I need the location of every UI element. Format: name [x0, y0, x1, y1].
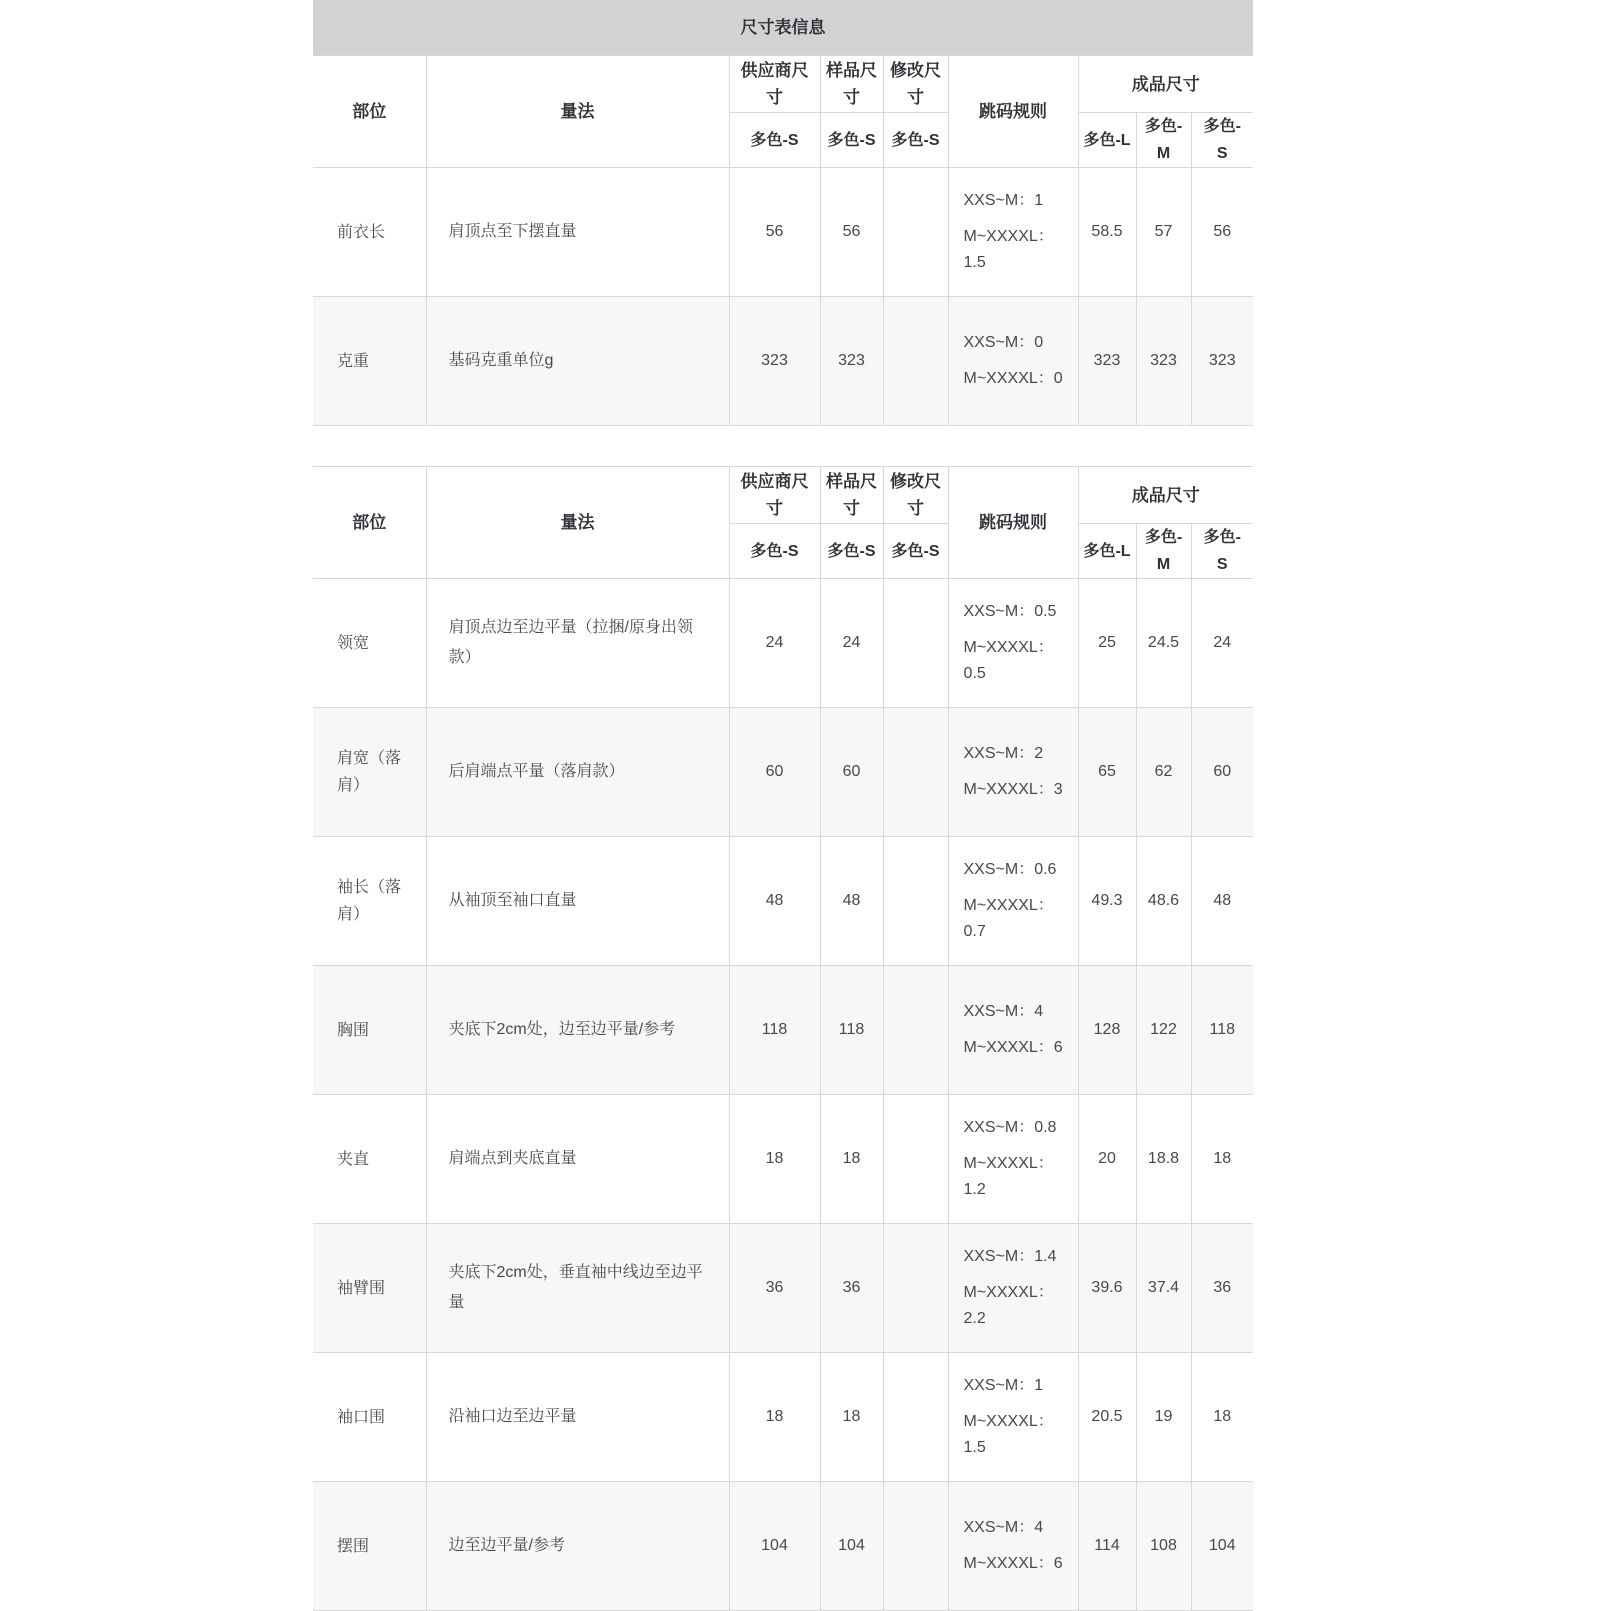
cell-supplier-size: 36	[729, 1224, 820, 1353]
col-header-grading-rule: 跳码规则	[948, 56, 1078, 168]
cell-grading-rule	[948, 168, 1078, 297]
cell-sample-size: 18	[820, 1353, 883, 1482]
cell-grading-rule	[948, 1482, 1078, 1611]
subcol-modify-multicolor-s: 多色-S	[883, 113, 948, 168]
col-header-modify-size: 修改尺寸	[883, 467, 948, 524]
cell-finished-m: 48.6	[1136, 837, 1191, 966]
cell-part: 袖口围	[313, 1353, 426, 1482]
table-row	[313, 1482, 1253, 1611]
subcol-finished-multicolor-l: 多色-L	[1078, 524, 1136, 579]
cell-finished-l: 65	[1078, 708, 1136, 837]
cell-finished-s: 24	[1191, 579, 1253, 708]
rule-line-2: M~XXXXL：0.5	[963, 639, 1054, 682]
cell-method: 肩顶点至下摆直量	[426, 168, 729, 297]
cell-finished-m: 18.8	[1136, 1095, 1191, 1224]
cell-sample-size: 60	[820, 708, 883, 837]
cell-sample-size: 36	[820, 1224, 883, 1353]
cell-finished-l: 49.3	[1078, 837, 1136, 966]
cell-modify-size	[883, 1224, 948, 1353]
cell-supplier-size: 24	[729, 579, 820, 708]
cell-finished-s: 36	[1191, 1224, 1253, 1353]
cell-finished-s: 56	[1191, 168, 1253, 297]
rule-line-1: XXS~M：0	[963, 334, 1044, 351]
cell-modify-size	[883, 837, 948, 966]
rule-line-2: M~XXXXL：0.7	[963, 897, 1054, 940]
subcol-finished-multicolor-s: 多色-S	[1191, 113, 1253, 168]
col-header-supplier-size: 供应商尺寸	[729, 467, 820, 524]
cell-finished-l: 58.5	[1078, 168, 1136, 297]
table-row	[313, 1224, 1253, 1353]
table-row	[313, 168, 1253, 297]
rule-line-2: M~XXXXL：6	[963, 1039, 1063, 1056]
col-header-method: 量法	[426, 467, 729, 579]
cell-modify-size	[883, 1353, 948, 1482]
rule-line-1: XXS~M：1.4	[963, 1248, 1057, 1265]
cell-finished-l: 323	[1078, 297, 1136, 426]
cell-supplier-size: 118	[729, 966, 820, 1095]
cell-modify-size	[883, 168, 948, 297]
header-row-groups	[313, 56, 1253, 113]
header-row-groups	[313, 467, 1253, 524]
size-table	[313, 55, 1253, 426]
col-header-grading-rule: 跳码规则	[948, 467, 1078, 579]
col-header-sample-size: 样品尺寸	[820, 56, 883, 113]
table-row	[313, 708, 1253, 837]
rule-line-1: XXS~M：0.8	[963, 1119, 1057, 1136]
table-row	[313, 1353, 1253, 1482]
subcol-supplier-multicolor-s: 多色-S	[729, 524, 820, 579]
cell-supplier-size: 104	[729, 1482, 820, 1611]
cell-grading-rule	[948, 837, 1078, 966]
cell-supplier-size: 48	[729, 837, 820, 966]
cell-modify-size	[883, 966, 948, 1095]
rule-line-1: XXS~M：0.5	[963, 603, 1057, 620]
cell-finished-l: 128	[1078, 966, 1136, 1095]
cell-method: 边至边平量/参考	[426, 1482, 729, 1611]
subcol-finished-multicolor-m: 多色-M	[1136, 524, 1191, 579]
rule-line-1: XXS~M：2	[963, 745, 1044, 762]
cell-method: 基码克重单位g	[426, 297, 729, 426]
subcol-sample-multicolor-s: 多色-S	[820, 113, 883, 168]
size-table-header	[313, 467, 1253, 579]
col-header-supplier-size: 供应商尺寸	[729, 56, 820, 113]
cell-finished-l: 114	[1078, 1482, 1136, 1611]
subcol-finished-multicolor-s: 多色-S	[1191, 524, 1253, 579]
cell-grading-rule	[948, 966, 1078, 1095]
subcol-modify-multicolor-s: 多色-S	[883, 524, 948, 579]
cell-grading-rule	[948, 1095, 1078, 1224]
rule-line-2: M~XXXXL：1.2	[963, 1155, 1054, 1198]
cell-finished-l: 25	[1078, 579, 1136, 708]
cell-finished-m: 108	[1136, 1482, 1191, 1611]
size-table-header	[313, 56, 1253, 168]
col-header-part: 部位	[313, 467, 426, 579]
subcol-sample-multicolor-s: 多色-S	[820, 524, 883, 579]
cell-modify-size	[883, 1095, 948, 1224]
rule-line-1: XXS~M：1	[963, 1377, 1044, 1394]
cell-finished-m: 122	[1136, 966, 1191, 1095]
cell-finished-s: 48	[1191, 837, 1253, 966]
cell-finished-m: 323	[1136, 297, 1191, 426]
rule-line-2: M~XXXXL：2.2	[963, 1284, 1054, 1327]
cell-supplier-size: 18	[729, 1353, 820, 1482]
cell-method: 肩端点到夹底直量	[426, 1095, 729, 1224]
cell-finished-m: 24.5	[1136, 579, 1191, 708]
cell-sample-size: 56	[820, 168, 883, 297]
size-table	[313, 466, 1253, 1611]
cell-part: 前衣长	[313, 168, 426, 297]
subcol-finished-multicolor-m: 多色-M	[1136, 113, 1191, 168]
cell-method: 夹底下2cm处，垂直袖中线边至边平量	[426, 1224, 729, 1353]
cell-sample-size: 323	[820, 297, 883, 426]
col-header-finished-size: 成品尺寸	[1078, 56, 1253, 113]
col-header-finished-size: 成品尺寸	[1078, 467, 1253, 524]
cell-method: 后肩端点平量（落肩款）	[426, 708, 729, 837]
cell-sample-size: 18	[820, 1095, 883, 1224]
cell-finished-l: 39.6	[1078, 1224, 1136, 1353]
cell-part: 摆围	[313, 1482, 426, 1611]
rule-line-1: XXS~M：4	[963, 1519, 1044, 1536]
cell-finished-m: 37.4	[1136, 1224, 1191, 1353]
table-row	[313, 837, 1253, 966]
subcol-supplier-multicolor-s: 多色-S	[729, 113, 820, 168]
cell-finished-m: 62	[1136, 708, 1191, 837]
rule-line-1: XXS~M：0.6	[963, 861, 1057, 878]
rule-line-2: M~XXXXL：6	[963, 1555, 1063, 1572]
cell-part: 领宽	[313, 579, 426, 708]
table-row	[313, 297, 1253, 426]
rule-line-2: M~XXXXL：0	[963, 370, 1063, 387]
size-table-body	[313, 579, 1253, 1611]
cell-grading-rule	[948, 297, 1078, 426]
cell-grading-rule	[948, 1224, 1078, 1353]
size-tables-container	[313, 55, 1253, 1611]
cell-finished-s: 118	[1191, 966, 1253, 1095]
cell-sample-size: 24	[820, 579, 883, 708]
cell-part: 袖臂围	[313, 1224, 426, 1353]
cell-finished-l: 20.5	[1078, 1353, 1136, 1482]
cell-grading-rule	[948, 579, 1078, 708]
cell-method: 从袖顶至袖口直量	[426, 837, 729, 966]
cell-supplier-size: 60	[729, 708, 820, 837]
cell-modify-size	[883, 579, 948, 708]
rule-line-2: M~XXXXL：1.5	[963, 228, 1054, 271]
size-chart-panel	[313, 0, 1253, 1611]
cell-part: 夹直	[313, 1095, 426, 1224]
cell-sample-size: 104	[820, 1482, 883, 1611]
rule-line-2: M~XXXXL：3	[963, 781, 1063, 798]
col-header-modify-size: 修改尺寸	[883, 56, 948, 113]
rule-line-1: XXS~M：4	[963, 1003, 1044, 1020]
cell-supplier-size: 56	[729, 168, 820, 297]
size-chart-title: 尺寸表信息	[313, 0, 1253, 55]
cell-sample-size: 48	[820, 837, 883, 966]
cell-finished-m: 19	[1136, 1353, 1191, 1482]
size-table-body	[313, 168, 1253, 426]
col-header-part: 部位	[313, 56, 426, 168]
cell-finished-s: 60	[1191, 708, 1253, 837]
cell-supplier-size: 18	[729, 1095, 820, 1224]
cell-modify-size	[883, 1482, 948, 1611]
col-header-method: 量法	[426, 56, 729, 168]
cell-finished-s: 18	[1191, 1353, 1253, 1482]
rule-line-1: XXS~M：1	[963, 192, 1044, 209]
cell-method: 肩顶点边至边平量（拉捆/原身出领款）	[426, 579, 729, 708]
table-row	[313, 579, 1253, 708]
rule-line-2: M~XXXXL：1.5	[963, 1413, 1054, 1456]
table-row	[313, 966, 1253, 1095]
subcol-finished-multicolor-l: 多色-L	[1078, 113, 1136, 168]
cell-modify-size	[883, 297, 948, 426]
cell-part: 袖长（落肩）	[313, 837, 426, 966]
table-row	[313, 1095, 1253, 1224]
cell-finished-m: 57	[1136, 168, 1191, 297]
col-header-sample-size: 样品尺寸	[820, 467, 883, 524]
cell-part: 肩宽（落肩）	[313, 708, 426, 837]
cell-part: 克重	[313, 297, 426, 426]
cell-finished-s: 18	[1191, 1095, 1253, 1224]
cell-grading-rule	[948, 708, 1078, 837]
cell-modify-size	[883, 708, 948, 837]
cell-part: 胸围	[313, 966, 426, 1095]
cell-method: 夹底下2cm处，边至边平量/参考	[426, 966, 729, 1095]
cell-method: 沿袖口边至边平量	[426, 1353, 729, 1482]
cell-finished-l: 20	[1078, 1095, 1136, 1224]
cell-finished-s: 323	[1191, 297, 1253, 426]
cell-grading-rule	[948, 1353, 1078, 1482]
cell-finished-s: 104	[1191, 1482, 1253, 1611]
cell-sample-size: 118	[820, 966, 883, 1095]
cell-supplier-size: 323	[729, 297, 820, 426]
